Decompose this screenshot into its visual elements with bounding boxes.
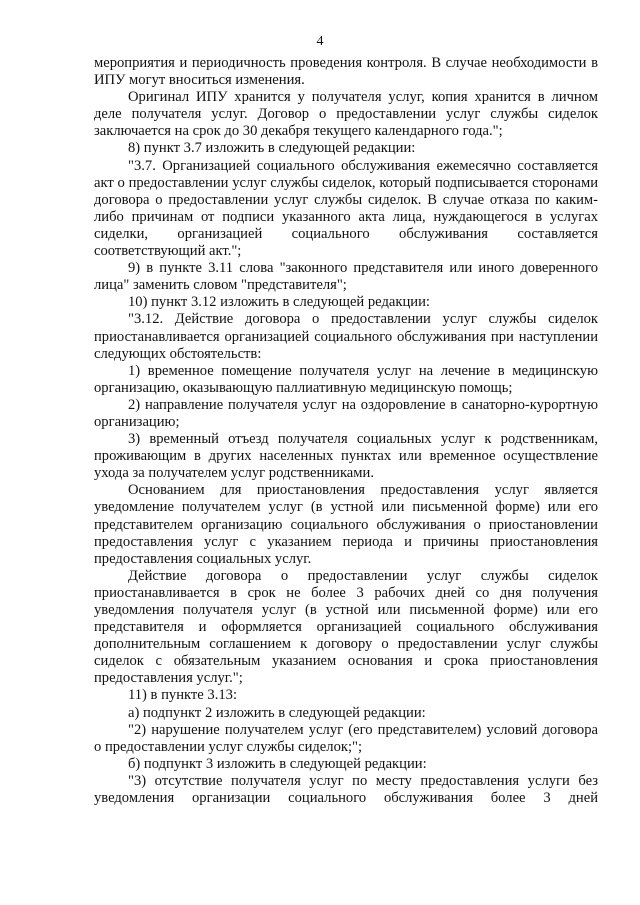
paragraph-7: "3.12. Действие договора о предоставлении услуг службы сиделок приостанавливается организацией социального обслуживания при наступлении следующих обстоятельств: bbox=[94, 311, 598, 362]
paragraph-12: Действие договора о предоставлении услуг службы сиделок приостанавливается в срок не более 3 рабочих дней со дня получения уведомления получателя услуг (в устной или письменной форме) или его представителя и оформляется организацией социального обслуживания дополнительным соглашением к договору о предоставлении услуг службы сиделок с обязательным указанием основания и срока приостановления предоставления услуг."; bbox=[94, 567, 598, 687]
paragraph-9: 2) направление получателя услуг на оздоровление в санаторно-курортную организацию; bbox=[94, 396, 598, 430]
page-number: 4 bbox=[316, 34, 324, 49]
document-body bbox=[94, 55, 598, 807]
paragraph-16: б) подпункт 3 изложить в следующей редакции: bbox=[128, 755, 427, 772]
paragraph-10: 3) временный отъезд получателя социальных услуг к родственникам, проживающим в других населенных пунктах или временное осуществление ухода за получателем услуг родственниками. bbox=[94, 431, 598, 482]
paragraph-4: "3.7. Организацией социального обслуживания ежемесячно составляется акт о предоставлении услуг службы сиделок, который подписывается сторонами договора о предоставлении услуг службы сиделок. В случае отказа по каким-либо причинам от подписи указанного акта лица, нуждающегося в услугах сиделки, организацией социального обслуживания составляется соответствующий акт."; bbox=[94, 157, 598, 260]
paragraph-8: 1) временное помещение получателя услуг на лечение в медицинскую организацию, оказывающую паллиативную медицинскую помощь; bbox=[94, 362, 598, 396]
paragraph-11: Основанием для приостановления предоставления услуг является уведомление получателем услуг (в устной или письменной форме) или его представителем организацию социального обслуживания о приостановлении предоставления услуг с указанием периода и причины приостановления предоставления социальных услуг. bbox=[94, 482, 598, 567]
paragraph-5: 9) в пункте 3.11 слова "законного представителя или иного доверенного лица" заменить словом "представителя"; bbox=[94, 260, 598, 294]
paragraph-6: 10) пункт 3.12 изложить в следующей редакции: bbox=[128, 294, 430, 311]
paragraph-15: "2) нарушение получателем услуг (его представителем) условий договора о предоставлении услуг службы сиделок;"; bbox=[94, 721, 598, 755]
paragraph-2: Оригинал ИПУ хранится у получателя услуг, копия хранится в личном деле получателя услуг. Договор о предоставлении услуг службы сиделок заключается на срок до 30 декабря текущего календарного года."; bbox=[94, 89, 598, 140]
paragraph-17: "3) отсутствие получателя услуг по месту предоставления услуги без уведомления организации социального обслуживания более 3 дней bbox=[94, 772, 598, 807]
paragraph-1: мероприятия и периодичность проведения контроля. В случае необходимости в ИПУ могут вноситься изменения. bbox=[94, 55, 598, 89]
paragraph-14: а) подпункт 2 изложить в следующей редакции: bbox=[128, 704, 426, 721]
paragraph-3: 8) пункт 3.7 изложить в следующей редакции: bbox=[128, 140, 416, 157]
paragraph-13: 11) в пункте 3.13: bbox=[128, 687, 238, 704]
